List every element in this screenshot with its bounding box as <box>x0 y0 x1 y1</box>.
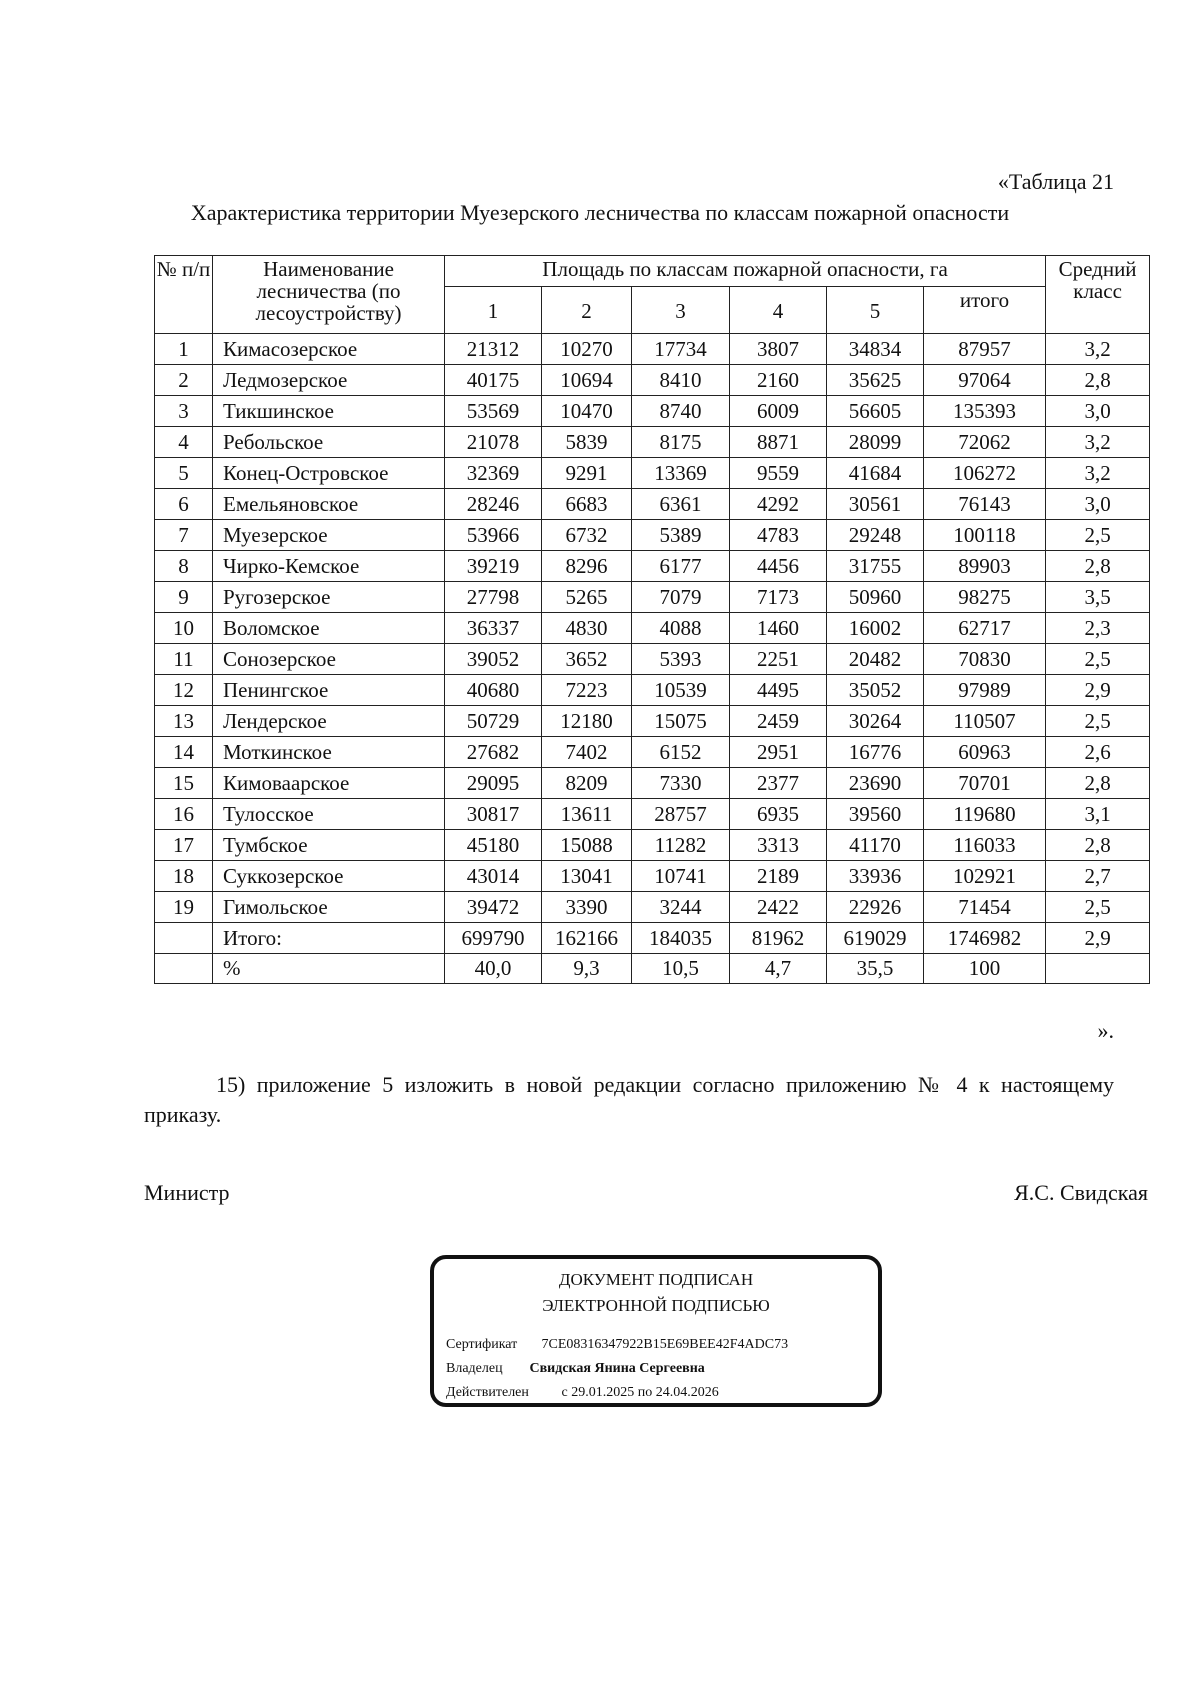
row-num: 12 <box>155 675 213 706</box>
total-num <box>155 923 213 954</box>
header-area: Площадь по классам пожарной опасности, га <box>445 256 1046 287</box>
row-num: 16 <box>155 799 213 830</box>
row-c5: 23690 <box>827 768 924 799</box>
row-c3: 6152 <box>632 737 730 768</box>
total-sum: 1746982 <box>924 923 1046 954</box>
row-c2: 6683 <box>542 489 632 520</box>
row-c2: 8209 <box>542 768 632 799</box>
percent-row <box>155 954 1150 984</box>
total-c2: 162166 <box>542 923 632 954</box>
row-num: 17 <box>155 830 213 861</box>
total-row <box>155 923 1150 954</box>
row-c4: 2251 <box>730 644 827 675</box>
row-num: 14 <box>155 737 213 768</box>
row-c1: 39472 <box>445 892 542 923</box>
row-c1: 53569 <box>445 396 542 427</box>
row-avg: 3,2 <box>1046 427 1150 458</box>
row-c5: 50960 <box>827 582 924 613</box>
header-class-5: 5 <box>827 287 924 334</box>
table-header-row <box>155 256 1150 287</box>
total-c3: 184035 <box>632 923 730 954</box>
row-num: 18 <box>155 861 213 892</box>
table-row <box>155 582 1150 613</box>
stamp-owner-row <box>446 1361 705 1377</box>
row-total: 60963 <box>924 737 1046 768</box>
row-num: 13 <box>155 706 213 737</box>
header-class-2: 2 <box>542 287 632 334</box>
total-c4: 81962 <box>730 923 827 954</box>
table-row <box>155 396 1150 427</box>
row-c4: 4456 <box>730 551 827 582</box>
row-avg: 2,5 <box>1046 706 1150 737</box>
row-c1: 40175 <box>445 365 542 396</box>
row-name: Пенингское <box>213 675 445 706</box>
row-c4: 2459 <box>730 706 827 737</box>
header-name: Наименование лесничества (по лесоустройству) <box>213 256 445 334</box>
stamp-line-1: ДОКУМЕНТ ПОДПИСАН <box>558 1270 754 1289</box>
row-total: 97989 <box>924 675 1046 706</box>
row-num: 7 <box>155 520 213 551</box>
stamp-line-2: ЭЛЕКТРОННОЙ ПОДПИСЬЮ <box>542 1296 770 1315</box>
row-c5: 56605 <box>827 396 924 427</box>
row-total: 116033 <box>924 830 1046 861</box>
stamp-owner-value: Свидская Янина Сергеевна <box>529 1361 705 1376</box>
row-c3: 15075 <box>632 706 730 737</box>
row-num: 9 <box>155 582 213 613</box>
table-row <box>155 830 1150 861</box>
table-row <box>155 675 1150 706</box>
stamp-cert-value: 7CE08316347922B15E69BEE42F4ADC73 <box>541 1337 789 1352</box>
pct-sum: 100 <box>924 954 1046 984</box>
row-c2: 6732 <box>542 520 632 551</box>
row-c2: 10270 <box>542 334 632 365</box>
row-c3: 11282 <box>632 830 730 861</box>
row-avg: 2,8 <box>1046 768 1150 799</box>
row-c3: 4088 <box>632 613 730 644</box>
row-c1: 28246 <box>445 489 542 520</box>
table-row <box>155 458 1150 489</box>
row-c2: 5265 <box>542 582 632 613</box>
row-num: 5 <box>155 458 213 489</box>
header-class-4: 4 <box>730 287 827 334</box>
header-class-1: 1 <box>445 287 542 334</box>
table-row <box>155 334 1150 365</box>
stamp-heading <box>434 1267 878 1319</box>
row-total: 70701 <box>924 768 1046 799</box>
stamp-owner-label: Владелец <box>446 1361 503 1376</box>
row-c4: 2377 <box>730 768 827 799</box>
row-c3: 10741 <box>632 861 730 892</box>
pct-avg <box>1046 954 1150 984</box>
row-c4: 1460 <box>730 613 827 644</box>
row-num: 2 <box>155 365 213 396</box>
row-c4: 3313 <box>730 830 827 861</box>
row-avg: 3,0 <box>1046 396 1150 427</box>
quote-end: ». <box>1097 1018 1114 1043</box>
row-c4: 2160 <box>730 365 827 396</box>
row-avg: 3,2 <box>1046 458 1150 489</box>
row-avg: 2,8 <box>1046 551 1150 582</box>
row-c5: 41170 <box>827 830 924 861</box>
row-name: Тумбское <box>213 830 445 861</box>
row-c1: 32369 <box>445 458 542 489</box>
row-c4: 4783 <box>730 520 827 551</box>
row-c3: 5389 <box>632 520 730 551</box>
row-c2: 12180 <box>542 706 632 737</box>
row-name: Сонозерское <box>213 644 445 675</box>
table-row <box>155 520 1150 551</box>
row-c3: 6177 <box>632 551 730 582</box>
row-c5: 41684 <box>827 458 924 489</box>
row-c2: 15088 <box>542 830 632 861</box>
row-name: Ругозерское <box>213 582 445 613</box>
table-row <box>155 427 1150 458</box>
row-total: 98275 <box>924 582 1046 613</box>
header-class-3: 3 <box>632 287 730 334</box>
pct-c4: 4,7 <box>730 954 827 984</box>
row-total: 62717 <box>924 613 1046 644</box>
row-c1: 39219 <box>445 551 542 582</box>
row-total: 72062 <box>924 427 1046 458</box>
table-row <box>155 799 1150 830</box>
row-c1: 21078 <box>445 427 542 458</box>
row-avg: 3,0 <box>1046 489 1150 520</box>
row-name: Гимольское <box>213 892 445 923</box>
row-avg: 3,1 <box>1046 799 1150 830</box>
row-total: 97064 <box>924 365 1046 396</box>
row-c5: 16002 <box>827 613 924 644</box>
row-total: 71454 <box>924 892 1046 923</box>
row-c4: 4292 <box>730 489 827 520</box>
row-c1: 50729 <box>445 706 542 737</box>
row-c5: 30264 <box>827 706 924 737</box>
row-c5: 29248 <box>827 520 924 551</box>
table-row <box>155 861 1150 892</box>
row-c1: 30817 <box>445 799 542 830</box>
row-c4: 4495 <box>730 675 827 706</box>
row-name: Моткинское <box>213 737 445 768</box>
e-signature-stamp <box>430 1255 882 1407</box>
row-c2: 9291 <box>542 458 632 489</box>
row-avg: 2,3 <box>1046 613 1150 644</box>
row-c3: 17734 <box>632 334 730 365</box>
table-row <box>155 706 1150 737</box>
row-num: 15 <box>155 768 213 799</box>
row-c3: 6361 <box>632 489 730 520</box>
row-c2: 3652 <box>542 644 632 675</box>
row-c1: 53966 <box>445 520 542 551</box>
row-c2: 3390 <box>542 892 632 923</box>
row-c1: 21312 <box>445 334 542 365</box>
row-name: Лендерское <box>213 706 445 737</box>
row-avg: 2,7 <box>1046 861 1150 892</box>
row-c5: 39560 <box>827 799 924 830</box>
row-c4: 6009 <box>730 396 827 427</box>
row-c5: 20482 <box>827 644 924 675</box>
row-name: Муезерское <box>213 520 445 551</box>
header-avg: Средний класс <box>1046 256 1150 334</box>
table-row <box>155 768 1150 799</box>
row-avg: 2,6 <box>1046 737 1150 768</box>
row-num: 1 <box>155 334 213 365</box>
row-c3: 10539 <box>632 675 730 706</box>
row-c4: 9559 <box>730 458 827 489</box>
table-row <box>155 892 1150 923</box>
row-c5: 31755 <box>827 551 924 582</box>
row-avg: 2,5 <box>1046 520 1150 551</box>
pct-c5: 35,5 <box>827 954 924 984</box>
row-c3: 7330 <box>632 768 730 799</box>
row-avg: 3,5 <box>1046 582 1150 613</box>
row-total: 70830 <box>924 644 1046 675</box>
row-c2: 10470 <box>542 396 632 427</box>
row-c4: 6935 <box>730 799 827 830</box>
row-name: Суккозерское <box>213 861 445 892</box>
fire-hazard-table <box>154 255 1150 984</box>
row-name: Емельяновское <box>213 489 445 520</box>
row-c1: 27682 <box>445 737 542 768</box>
row-name: Ледмозерское <box>213 365 445 396</box>
row-c2: 13611 <box>542 799 632 830</box>
total-label: Итого: <box>213 923 445 954</box>
row-c5: 35052 <box>827 675 924 706</box>
row-c3: 28757 <box>632 799 730 830</box>
row-c5: 30561 <box>827 489 924 520</box>
row-avg: 2,8 <box>1046 830 1150 861</box>
row-total: 110507 <box>924 706 1046 737</box>
row-total: 87957 <box>924 334 1046 365</box>
table-title: Характеристика территории Муезерского лесничества по классам пожарной опасности <box>190 200 1010 225</box>
row-c3: 8740 <box>632 396 730 427</box>
row-total: 76143 <box>924 489 1046 520</box>
row-c1: 36337 <box>445 613 542 644</box>
row-c4: 3807 <box>730 334 827 365</box>
total-avg: 2,9 <box>1046 923 1150 954</box>
stamp-cert-row <box>446 1337 788 1353</box>
row-c4: 2951 <box>730 737 827 768</box>
row-total: 135393 <box>924 396 1046 427</box>
row-c2: 7402 <box>542 737 632 768</box>
signatory-name: Я.С. Свидская <box>1014 1180 1148 1205</box>
row-c3: 5393 <box>632 644 730 675</box>
row-name: Ребольское <box>213 427 445 458</box>
row-name: Тикшинское <box>213 396 445 427</box>
table-row <box>155 365 1150 396</box>
row-c5: 35625 <box>827 365 924 396</box>
row-c1: 27798 <box>445 582 542 613</box>
row-c1: 45180 <box>445 830 542 861</box>
row-c3: 8410 <box>632 365 730 396</box>
row-c2: 10694 <box>542 365 632 396</box>
table-row <box>155 644 1150 675</box>
header-class-total: итого <box>924 287 1046 334</box>
table-row <box>155 613 1150 644</box>
row-num: 8 <box>155 551 213 582</box>
row-avg: 2,5 <box>1046 892 1150 923</box>
row-c5: 28099 <box>827 427 924 458</box>
row-c1: 43014 <box>445 861 542 892</box>
row-name: Воломское <box>213 613 445 644</box>
row-num: 3 <box>155 396 213 427</box>
amendment-paragraph: 15) приложение 5 изложить в новой редакции согласно приложению № 4 к настоящему приказу. <box>144 1072 1114 1127</box>
row-total: 89903 <box>924 551 1046 582</box>
row-c4: 7173 <box>730 582 827 613</box>
row-c3: 7079 <box>632 582 730 613</box>
row-num: 4 <box>155 427 213 458</box>
stamp-valid-label: Действителен <box>446 1385 529 1400</box>
table-label: «Таблица 21 <box>997 169 1114 194</box>
row-c5: 34834 <box>827 334 924 365</box>
row-avg: 2,5 <box>1046 644 1150 675</box>
row-num: 6 <box>155 489 213 520</box>
table-row <box>155 489 1150 520</box>
row-c3: 8175 <box>632 427 730 458</box>
stamp-valid-value: с 29.01.2025 по 24.04.2026 <box>561 1385 719 1400</box>
row-c5: 33936 <box>827 861 924 892</box>
row-name: Кимоваарское <box>213 768 445 799</box>
row-name: Чирко-Кемское <box>213 551 445 582</box>
total-c1: 699790 <box>445 923 542 954</box>
row-c2: 13041 <box>542 861 632 892</box>
row-name: Конец-Островское <box>213 458 445 489</box>
stamp-cert-label: Сертификат <box>446 1337 518 1352</box>
row-c4: 8871 <box>730 427 827 458</box>
row-c5: 22926 <box>827 892 924 923</box>
row-c4: 2422 <box>730 892 827 923</box>
row-c2: 7223 <box>542 675 632 706</box>
total-c5: 619029 <box>827 923 924 954</box>
row-c1: 39052 <box>445 644 542 675</box>
row-total: 102921 <box>924 861 1046 892</box>
row-num: 11 <box>155 644 213 675</box>
pct-num <box>155 954 213 984</box>
row-c2: 8296 <box>542 551 632 582</box>
row-total: 119680 <box>924 799 1046 830</box>
table-row <box>155 737 1150 768</box>
signatory-title: Министр <box>144 1180 230 1205</box>
pct-c1: 40,0 <box>445 954 542 984</box>
row-avg: 2,9 <box>1046 675 1150 706</box>
stamp-valid-row <box>446 1385 719 1401</box>
pct-c3: 10,5 <box>632 954 730 984</box>
row-c3: 13369 <box>632 458 730 489</box>
row-total: 100118 <box>924 520 1046 551</box>
header-num: № п/п <box>155 256 213 334</box>
row-c2: 5839 <box>542 427 632 458</box>
row-num: 10 <box>155 613 213 644</box>
table-row <box>155 551 1150 582</box>
row-c1: 29095 <box>445 768 542 799</box>
pct-label: % <box>213 954 445 984</box>
row-c3: 3244 <box>632 892 730 923</box>
row-avg: 2,8 <box>1046 365 1150 396</box>
row-c4: 2189 <box>730 861 827 892</box>
pct-c2: 9,3 <box>542 954 632 984</box>
row-num: 19 <box>155 892 213 923</box>
row-c2: 4830 <box>542 613 632 644</box>
row-avg: 3,2 <box>1046 334 1150 365</box>
row-total: 106272 <box>924 458 1046 489</box>
row-name: Тулосское <box>213 799 445 830</box>
row-c1: 40680 <box>445 675 542 706</box>
row-name: Кимасозерское <box>213 334 445 365</box>
row-c5: 16776 <box>827 737 924 768</box>
